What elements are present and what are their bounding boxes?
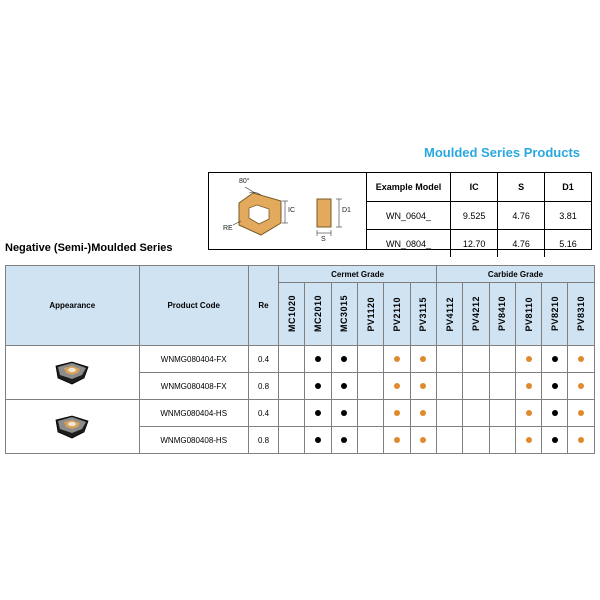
dot-marker <box>394 383 400 389</box>
d1-value: 3.81 <box>545 202 591 230</box>
dot-marker <box>394 410 400 416</box>
grade-cell <box>489 346 515 373</box>
appearance-insert-hs <box>6 400 140 454</box>
grade-cell <box>358 400 384 427</box>
grade-cell <box>568 427 595 454</box>
grade-cell <box>384 346 410 373</box>
grade-cell <box>331 427 357 454</box>
dot-marker <box>552 383 558 389</box>
dot-marker <box>341 383 347 389</box>
product-code-value: WNMG080408-HS <box>139 427 248 454</box>
grade-label: PV4112 <box>444 296 455 332</box>
col-ic: IC <box>451 173 498 202</box>
col-grade-pv4112 <box>436 283 462 346</box>
dot-marker <box>394 437 400 443</box>
product-grade-table <box>5 265 595 454</box>
ic-value: 12.70 <box>451 230 498 258</box>
dot-marker <box>552 356 558 362</box>
col-grade-pv2110 <box>384 283 410 346</box>
grade-cell <box>305 400 331 427</box>
grade-label: PV3115 <box>418 296 429 332</box>
grade-cell <box>463 427 489 454</box>
re-value: 0.4 <box>248 346 278 373</box>
grade-cell <box>463 346 489 373</box>
grade-label: PV4212 <box>470 296 481 332</box>
grade-label: PV8210 <box>549 296 560 332</box>
grade-cell <box>568 400 595 427</box>
section-heading: Negative (Semi-)Moulded Series <box>5 242 173 254</box>
table-row <box>367 202 591 230</box>
dot-marker <box>526 437 532 443</box>
grade-cell <box>515 427 541 454</box>
grade-cell <box>279 346 305 373</box>
table-row <box>6 400 595 427</box>
ic-label: IC <box>288 207 295 214</box>
page-title: Moulded Series Products <box>424 145 581 160</box>
re-label: RE <box>223 225 233 232</box>
col-s: S <box>498 173 545 202</box>
grade-cell <box>410 400 436 427</box>
grade-label: PV8310 <box>576 296 587 332</box>
grade-cell <box>489 427 515 454</box>
col-grade-mc3015 <box>331 283 357 346</box>
group-carbide-grade: Carbide Grade <box>436 266 594 283</box>
grade-cell <box>410 373 436 400</box>
insert-shape-svg <box>44 356 100 390</box>
model-value: WN_0604_ <box>367 202 451 230</box>
grade-label: MC1020 <box>286 295 297 333</box>
re-value: 0.4 <box>248 400 278 427</box>
grade-label: PV1120 <box>365 296 376 332</box>
dot-marker <box>420 437 426 443</box>
dot-marker <box>420 383 426 389</box>
grade-cell <box>410 346 436 373</box>
s-value: 4.76 <box>498 202 545 230</box>
dot-marker <box>552 410 558 416</box>
col-d1: D1 <box>545 173 591 202</box>
grade-cell <box>515 346 541 373</box>
grade-cell <box>358 427 384 454</box>
grade-cell <box>305 346 331 373</box>
appearance-insert-fx <box>6 346 140 400</box>
col-grade-pv1120 <box>358 283 384 346</box>
table-header-row <box>367 173 591 202</box>
grade-cell <box>384 427 410 454</box>
grade-cell <box>515 373 541 400</box>
insert-diagram <box>209 173 367 249</box>
grade-label: PV2110 <box>392 296 403 332</box>
dot-marker <box>578 410 584 416</box>
group-cermet-grade: Cermet Grade <box>279 266 437 283</box>
grade-cell <box>542 373 568 400</box>
dot-marker <box>526 410 532 416</box>
dot-marker <box>394 356 400 362</box>
dot-marker <box>578 383 584 389</box>
insert-photo <box>44 356 100 390</box>
grade-cell <box>279 427 305 454</box>
angle-label: 80° <box>239 178 250 185</box>
grade-cell <box>436 373 462 400</box>
col-appearance: Appearance <box>6 266 140 346</box>
table-row <box>6 346 595 373</box>
dot-marker <box>420 356 426 362</box>
ic-value: 9.525 <box>451 202 498 230</box>
grade-cell <box>358 373 384 400</box>
grade-cell <box>331 400 357 427</box>
dot-marker <box>341 410 347 416</box>
col-re: Re <box>248 266 278 346</box>
grade-cell <box>305 373 331 400</box>
grade-group-header-row <box>6 266 595 283</box>
dot-marker <box>315 383 321 389</box>
grade-cell <box>305 427 331 454</box>
grade-cell <box>331 346 357 373</box>
grade-cell <box>542 400 568 427</box>
col-grade-pv8310 <box>568 283 595 346</box>
grade-cell <box>384 400 410 427</box>
insert-shape-svg <box>44 410 100 444</box>
grade-cell <box>384 373 410 400</box>
col-grade-pv4212 <box>463 283 489 346</box>
grade-label: MC3015 <box>339 295 350 333</box>
grade-cell <box>279 373 305 400</box>
dot-marker <box>552 437 558 443</box>
grade-cell <box>542 346 568 373</box>
grade-cell <box>515 400 541 427</box>
dot-marker <box>526 356 532 362</box>
d1-value: 5.16 <box>545 230 591 258</box>
grade-cell <box>489 400 515 427</box>
col-product-code: Product Code <box>139 266 248 346</box>
col-grade-mc1020 <box>279 283 305 346</box>
grade-cell <box>331 373 357 400</box>
model-value: WN_0804_ <box>367 230 451 258</box>
col-grade-pv8210 <box>542 283 568 346</box>
dot-marker <box>578 356 584 362</box>
example-model-table <box>367 173 591 257</box>
dot-marker <box>420 410 426 416</box>
grade-cell <box>542 427 568 454</box>
dot-marker <box>578 437 584 443</box>
dot-marker <box>341 437 347 443</box>
s-label: S <box>321 236 326 243</box>
grade-cell <box>568 346 595 373</box>
dot-marker <box>526 383 532 389</box>
grade-label: PV8410 <box>497 296 508 332</box>
dot-marker <box>341 356 347 362</box>
grade-cell <box>489 373 515 400</box>
insert-photo <box>44 410 100 444</box>
col-grade-pv8110 <box>515 283 541 346</box>
grade-cell <box>410 427 436 454</box>
grade-cell <box>436 427 462 454</box>
product-code-value: WNMG080408-FX <box>139 373 248 400</box>
re-value: 0.8 <box>248 427 278 454</box>
grade-cell <box>436 346 462 373</box>
grade-cell <box>279 400 305 427</box>
example-model-block <box>208 172 592 250</box>
dot-marker <box>315 410 321 416</box>
dot-marker <box>315 356 321 362</box>
col-grade-mc2010 <box>305 283 331 346</box>
grade-label: PV8110 <box>523 296 534 332</box>
product-code-value: WNMG080404-HS <box>139 400 248 427</box>
d1-label: D1 <box>342 207 351 214</box>
table-row <box>367 230 591 258</box>
s-value: 4.76 <box>498 230 545 258</box>
dot-marker <box>315 437 321 443</box>
grade-cell <box>436 400 462 427</box>
col-grade-pv3115 <box>410 283 436 346</box>
grade-cell <box>358 346 384 373</box>
product-code-value: WNMG080404-FX <box>139 346 248 373</box>
re-value: 0.8 <box>248 373 278 400</box>
col-grade-pv8410 <box>489 283 515 346</box>
col-example-model: Example Model <box>367 173 451 202</box>
grade-label: MC2010 <box>313 295 324 333</box>
grade-cell <box>463 400 489 427</box>
grade-cell <box>463 373 489 400</box>
grade-cell <box>568 373 595 400</box>
